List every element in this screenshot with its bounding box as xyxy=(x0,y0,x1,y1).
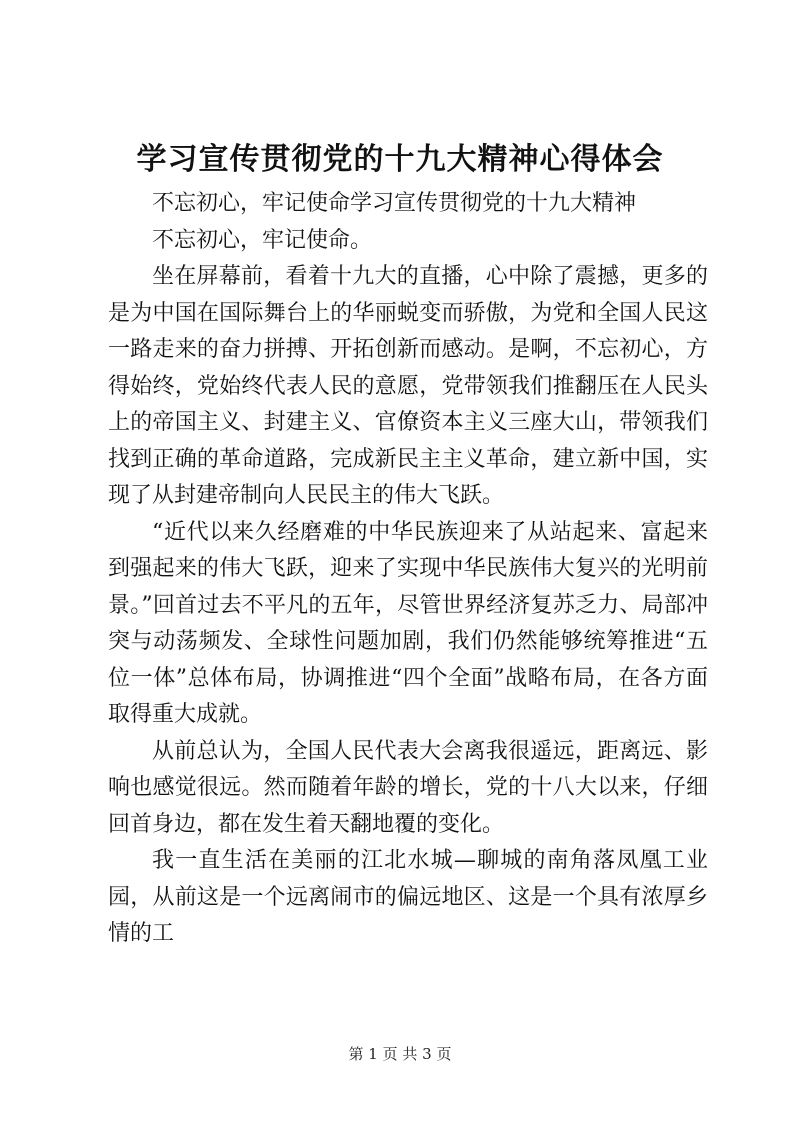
paragraph: 不忘初心，牢记使命。 xyxy=(152,227,373,253)
paragraph: 从前总认为，全国人民代表大会离我很遥远，距离远、影响也感觉很远。然而随着年龄的增长，党的十八大以来，仔细回首身边，都在发生着天翻地覆的变化。 xyxy=(108,738,708,837)
paragraph: 我一直生活在美丽的江北水城—聊城的南角落凤凰工业园，从前这是一个远离闹市的偏远地区、这是一个具有浓厚乡情的工 xyxy=(108,848,708,946)
paragraph: 不忘初心，牢记使命学习宣传贯彻党的十九大精神 xyxy=(152,191,637,216)
paragraph: “近代以来久经磨难的中华民族迎来了从站起来、富起来到强起来的伟大飞跃，迎来了实现中华民族伟大复兴的光明前景。”回首过去不平凡的五年，尽管世界经济复苏乏力、局部冲突与动荡频发、全球性问题加剧，我们仍然能够统筹推进“五位一体”总体布局，协调推进“四个全面”战略布局，在各方面取得重大成就。 xyxy=(108,519,708,727)
document-title: 学习宣传贯彻党的十九大精神心得体会 xyxy=(136,142,664,177)
document-body xyxy=(108,186,708,953)
page-footer: 第 1 页 共 3 页 xyxy=(348,1045,452,1063)
paragraph: 坐在屏幕前，看着十九大的直播，心中除了震撼，更多的是为中国在国际舞台上的华丽蜕变而骄傲，为党和全国人民这一路走来的奋力拼搏、开拓创新而感动。是啊，不忘初心，方得始终，党始终代表人民的意愿，党带领我们推翻压在人民头上的帝国主义、封建主义、官僚资本主义三座大山，带领我们找到正确的革命道路，完成新民主主义革命，建立新中国，实现了从封建帝制向人民民主的伟大飞跃。 xyxy=(108,264,708,508)
